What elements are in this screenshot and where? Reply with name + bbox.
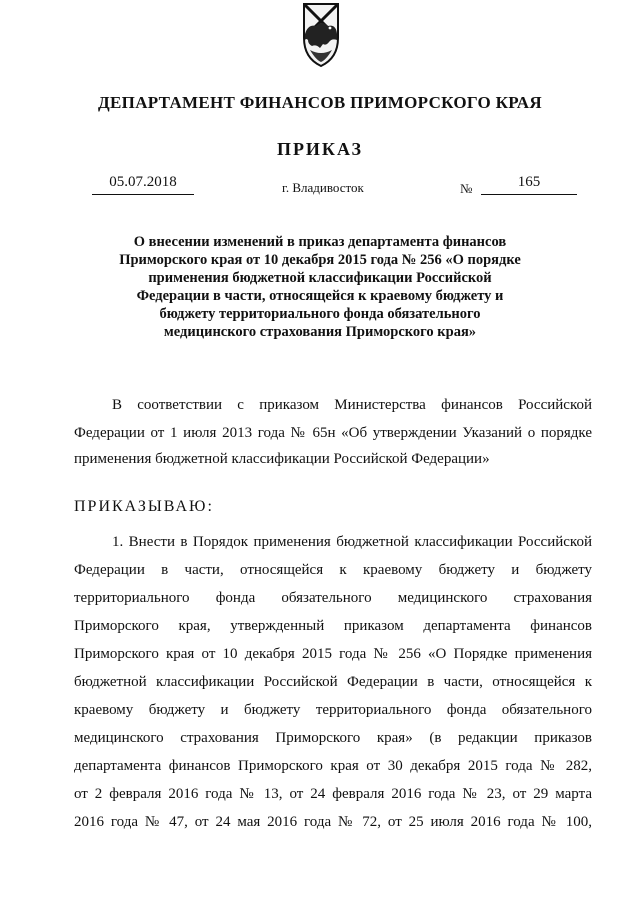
subject-line: применения бюджетной классификации Российской (148, 270, 492, 286)
item-line: Приморского края от 10 декабря 2015 года № 256 «О Порядке применения (74, 646, 592, 662)
item-line: от 2 февраля 2016 года № 13, от 24 февраля 2016 года № 23, от 29 марта (74, 786, 592, 802)
preamble-line: применения бюджетной классификации Российской Федерации» (74, 451, 490, 467)
document-type-title: ПРИКАЗ (276, 139, 364, 159)
subject-line: О внесении изменений в приказ департамента финансов (133, 234, 507, 250)
order-city: г. Владивосток (282, 180, 364, 195)
department-name: ДЕПАРТАМЕНТ ФИНАНСОВ ПРИМОРСКОГО КРАЯ (98, 93, 542, 112)
item-line: бюджетной классификации Российской Федерации в части, относящейся к (74, 674, 592, 690)
item-line: краевому бюджету и бюджету территориального фонда обязательного (74, 702, 592, 718)
subject-line: Федерации в части, относящейся к краевому бюджету и (136, 288, 504, 304)
subject-line: бюджету территориального фонда обязательного (159, 306, 481, 322)
order-directive-word: ПРИКАЗЫВАЮ: (74, 498, 214, 515)
subject-line: Приморского края от 10 декабря 2015 года № 256 «О порядке (119, 252, 521, 268)
order-subject (100, 233, 540, 341)
item-line: территориального фонда обязательного медицинского страхования (74, 590, 592, 606)
coat-of-arms-icon (296, 0, 346, 70)
preamble-line: Федерации от 1 июля 2013 года № 65н «Об утверждении Указаний о порядке (74, 425, 592, 441)
number-sign: № (460, 181, 473, 196)
item-line: Приморского края, утвержденный приказом департамента финансов (74, 618, 592, 634)
item-line: 1. Внести в Порядок применения бюджетной классификации Российской (112, 534, 592, 550)
order-date: 05.07.2018 (92, 174, 194, 195)
preamble-line: В соответствии с приказом Министерства финансов Российской (112, 397, 592, 413)
item-line: департамента финансов Приморского края от 30 декабря 2015 года № 282, (74, 758, 592, 774)
item-line: 2016 года № 47, от 24 мая 2016 года № 72, от 25 июля 2016 года № 100, (74, 814, 592, 830)
subject-line: медицинского страхования Приморского края» (163, 324, 477, 340)
item-line: Федерации в части, относящейся к краевому бюджету и бюджету (74, 562, 592, 578)
item-line: медицинского страхования Приморского края» (в редакции приказов (74, 730, 592, 746)
order-number: 165 (481, 174, 577, 195)
